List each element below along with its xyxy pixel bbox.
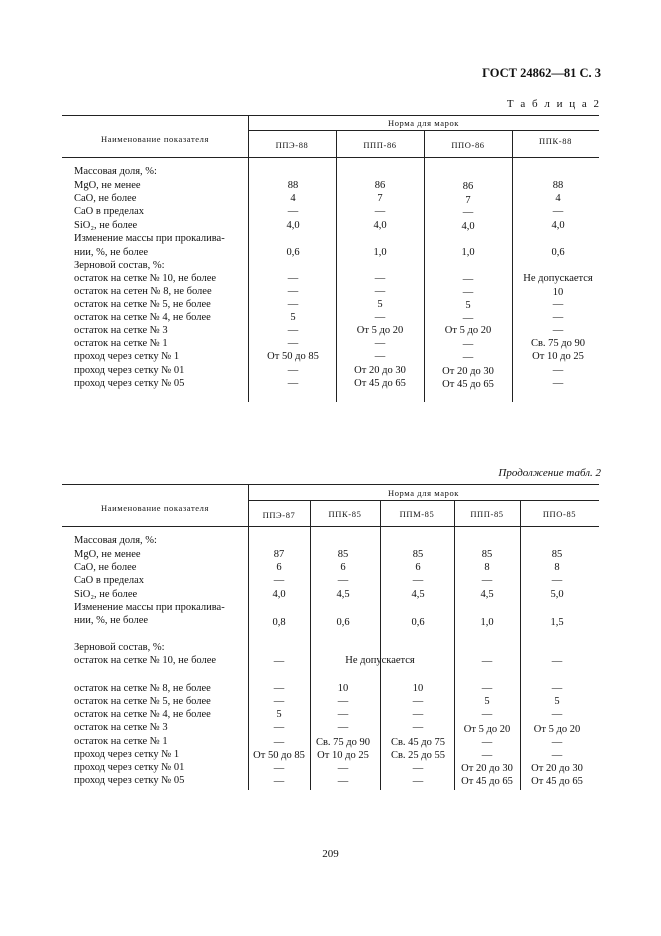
table-cell: — — [273, 696, 285, 707]
table-cell: 0,6 — [551, 247, 565, 258]
row-label: остаток на сетке № 10, не более — [74, 655, 217, 666]
page-number: 209 — [322, 848, 339, 860]
table-cell: От 20 до 30 — [531, 763, 583, 774]
table-cell: 4,0 — [373, 220, 387, 231]
row-label: проход через сетку № 1 — [74, 351, 180, 362]
table-cell: От 5 до 20 — [463, 724, 511, 735]
table-cell: 85 — [337, 549, 349, 560]
table-1-col-head: ППО-86 — [451, 140, 485, 150]
table-1-col-head: ППК-88 — [539, 136, 572, 146]
table-cell: 4 — [290, 193, 296, 204]
table-cell: — — [273, 776, 285, 787]
table-cell: — — [412, 696, 424, 707]
table-2-name-divider — [248, 484, 249, 790]
table-cell: 85 — [551, 549, 563, 560]
table-cell: Не допускается — [523, 273, 593, 284]
table-cell: — — [287, 365, 299, 376]
table-cell: — — [551, 656, 563, 667]
table-cell: — — [481, 656, 493, 667]
table-1-head-norm: Норма для марок — [387, 118, 460, 128]
table-cell: — — [273, 722, 285, 733]
table-cell: — — [374, 351, 386, 362]
table-1-col-divider — [424, 130, 425, 402]
table-cell: 5 — [290, 312, 296, 323]
table-cell: От 45 до 65 — [442, 379, 494, 390]
row-label: остаток на сетке № 5, не более — [74, 299, 211, 310]
table-cell: — — [481, 683, 493, 694]
table-cell: — — [462, 313, 474, 324]
table-cell: — — [551, 750, 563, 761]
row-label: СаО в пределах — [74, 575, 144, 586]
table-cell: — — [552, 365, 564, 376]
table-cell: — — [412, 722, 424, 733]
table-2-col-divider — [454, 500, 455, 790]
table-cell: От 10 до 25 — [532, 351, 584, 362]
table-2-col-divider — [380, 500, 381, 790]
row-label: Массовая доля, %: — [74, 535, 157, 546]
row-label: нии, %, не более — [74, 247, 149, 258]
table-cell: — — [462, 207, 474, 218]
table-cell: — — [481, 709, 493, 720]
table-cell: Св. 75 до 90 — [530, 338, 586, 349]
row-label: остаток на сетке № 1 — [74, 736, 168, 747]
table-cell: 4,5 — [411, 589, 425, 600]
table-cell: 0,6 — [411, 617, 425, 628]
table-cell: — — [552, 312, 564, 323]
row-label: СаО, не более — [74, 193, 137, 204]
table-cell: — — [552, 378, 564, 389]
table-cell: — — [551, 683, 563, 694]
table-cell: 4,0 — [272, 589, 286, 600]
table-cell: 88 — [552, 180, 564, 191]
table-cell: От 10 до 25 — [317, 750, 369, 761]
table-cell: 10 — [337, 683, 349, 694]
table-cell: 5 — [377, 299, 383, 310]
table-cell: — — [273, 575, 285, 586]
table-cell: 1,0 — [373, 247, 387, 258]
table-cell: 0,6 — [286, 247, 300, 258]
table-cell: — — [412, 575, 424, 586]
row-label: SiO₂, не более — [74, 220, 138, 231]
table-1-col-head: ППЭ-88 — [275, 140, 309, 150]
row-label: остаток на сетен № 8, не более — [74, 286, 212, 297]
table-1-col-divider — [512, 130, 513, 402]
table-1-name-divider — [248, 115, 249, 402]
table-2-norm-rule — [248, 500, 599, 501]
table-cell: — — [462, 274, 474, 285]
row-label: СаО в пределах — [74, 206, 144, 217]
table-cell: — — [374, 338, 386, 349]
table-cell: 87 — [273, 549, 285, 560]
row-label: остаток на сетке № 10, не более — [74, 273, 217, 284]
table-cell: — — [552, 206, 564, 217]
table-cell: — — [273, 737, 285, 748]
table-cell: 6 — [276, 562, 282, 573]
table-cell: — — [337, 696, 349, 707]
table-cell: От 20 до 30 — [442, 366, 494, 377]
table-cell: 4 — [555, 193, 561, 204]
table-cell: 8 — [484, 562, 490, 573]
merged-cell: Не допускается — [345, 655, 415, 666]
table-2-label: Продолжение табл. 2 — [498, 467, 601, 479]
table-cell: — — [337, 776, 349, 787]
table-cell: — — [374, 312, 386, 323]
table-cell: От 50 до 85 — [253, 750, 305, 761]
table-cell: 5 — [276, 709, 282, 720]
row-label: проход через сетку № 1 — [74, 749, 180, 760]
table-cell: — — [481, 575, 493, 586]
table-cell: — — [462, 287, 474, 298]
table-1-col-divider — [336, 130, 337, 402]
table-cell: — — [552, 325, 564, 336]
table-cell: 86 — [462, 181, 474, 192]
row-label: проход через сетку № 01 — [74, 365, 185, 376]
table-cell: От 5 до 20 — [533, 724, 581, 735]
table-cell: — — [273, 683, 285, 694]
row-label: остаток на сетке № 4, не более — [74, 312, 211, 323]
table-cell: — — [374, 206, 386, 217]
table-cell: — — [551, 737, 563, 748]
table-cell: — — [287, 338, 299, 349]
row-label: Массовая доля, %: — [74, 166, 157, 177]
table-cell: 5 — [484, 696, 490, 707]
table-cell: От 50 до 85 — [267, 351, 319, 362]
table-2-col-head: ППО-85 — [542, 509, 577, 519]
table-cell: — — [551, 709, 563, 720]
row-label: Зерновой состав, %: — [74, 260, 165, 271]
table-2-col-head: ППП-85 — [470, 509, 504, 519]
table-cell: — — [337, 575, 349, 586]
table-cell: — — [287, 206, 299, 217]
table-cell: 85 — [412, 549, 424, 560]
row-label: остаток на сетке № 4, не более — [74, 709, 211, 720]
table-cell: 4,0 — [461, 221, 475, 232]
row-label: Зерновой состав, %: — [74, 642, 165, 653]
table-cell: От 20 до 30 — [461, 763, 513, 774]
table-2-col-divider — [520, 500, 521, 790]
table-cell: Св. 25 до 55 — [390, 750, 446, 761]
table-cell: — — [462, 352, 474, 363]
table-cell: 4,5 — [336, 589, 350, 600]
table-cell: — — [273, 763, 285, 774]
row-label: SiO₂, не более — [74, 589, 138, 600]
row-label: Изменение массы при прокалива- — [74, 233, 225, 244]
table-2-col-head: ППЭ-87 — [262, 510, 296, 520]
table-cell: 5 — [554, 696, 560, 707]
table-2-head-norm: Норма для марок — [387, 488, 460, 498]
table-cell: 8 — [554, 562, 560, 573]
table-cell: Св. 45 до 75 — [390, 737, 446, 748]
table-cell: — — [287, 286, 299, 297]
table-1-head-name: Наименование показателя — [100, 134, 209, 144]
table-cell: — — [552, 299, 564, 310]
table-cell: От 5 до 20 — [444, 325, 492, 336]
table-1-col-head: ППП-86 — [363, 140, 397, 150]
table-cell: — — [374, 286, 386, 297]
table-cell: — — [287, 299, 299, 310]
table-cell: 10 — [552, 287, 564, 298]
table-cell: — — [374, 273, 386, 284]
table-2-col-head: ППМ-85 — [399, 509, 435, 519]
row-label: MgO, не менее — [74, 180, 141, 191]
row-label: остаток на сетке № 8, не более — [74, 683, 211, 694]
table-cell: 4,0 — [286, 220, 300, 231]
table-cell: — — [412, 709, 424, 720]
table-cell: 1,0 — [480, 617, 494, 628]
row-label: остаток на сетке № 1 — [74, 338, 168, 349]
row-label: проход через сетку № 01 — [74, 762, 185, 773]
table-2-col-head: ППК-85 — [328, 509, 362, 519]
row-label: проход через сетку № 05 — [74, 775, 185, 786]
table-cell: — — [412, 763, 424, 774]
row-label: остаток на сетке № 3 — [74, 722, 168, 733]
table-2-head-name: Наименование показателя — [100, 503, 209, 513]
table-cell: — — [337, 722, 349, 733]
table-cell: От 45 до 65 — [531, 776, 583, 787]
table-cell: Св. 75 до 90 — [315, 737, 371, 748]
table-cell: 86 — [374, 180, 386, 191]
table-cell: 7 — [377, 193, 383, 204]
table-cell: — — [337, 709, 349, 720]
table-cell: 7 — [465, 195, 471, 206]
table-cell: — — [481, 737, 493, 748]
row-label: СаО, не более — [74, 562, 137, 573]
table-1-label: Т а б л и ц а 2 — [506, 98, 601, 110]
table-cell: — — [287, 325, 299, 336]
table-cell: — — [273, 656, 285, 667]
table-cell: 6 — [415, 562, 421, 573]
table-cell: — — [412, 776, 424, 787]
table-cell: — — [462, 339, 474, 350]
document-header: ГОСТ 24862—81 С. 3 — [482, 66, 601, 80]
table-cell: — — [337, 763, 349, 774]
table-cell: 1,5 — [550, 617, 564, 628]
table-cell: 85 — [481, 549, 493, 560]
table-2-col-divider — [310, 500, 311, 790]
table-cell: 1,0 — [461, 247, 475, 258]
table-cell: От 45 до 65 — [461, 776, 513, 787]
table-cell: 4,5 — [480, 589, 494, 600]
table-cell: 6 — [340, 562, 346, 573]
table-cell: 5 — [465, 300, 471, 311]
table-cell: 0,8 — [272, 617, 286, 628]
table-cell: 5,0 — [550, 589, 564, 600]
row-label: Изменение массы при прокалива- — [74, 602, 225, 613]
row-label: остаток на сетке № 5, не более — [74, 696, 211, 707]
table-cell: От 45 до 65 — [354, 378, 406, 389]
table-1-head-rule — [62, 157, 599, 158]
row-label: проход через сетку № 05 — [74, 378, 185, 389]
table-2-top-rule — [62, 484, 599, 485]
table-cell: — — [287, 273, 299, 284]
table-cell: 10 — [412, 683, 424, 694]
table-cell: — — [481, 750, 493, 761]
table-cell: 88 — [287, 180, 299, 191]
table-cell: — — [551, 575, 563, 586]
table-2-head-rule — [62, 526, 599, 527]
table-1-top-rule — [62, 115, 599, 116]
table-cell: — — [287, 378, 299, 389]
table-cell: 0,6 — [336, 617, 350, 628]
row-label: MgO, не менее — [74, 549, 141, 560]
table-cell: От 20 до 30 — [354, 365, 406, 376]
table-cell: 4,0 — [551, 220, 565, 231]
row-label: нии, %, не более — [74, 615, 149, 626]
row-label: остаток на сетке № 3 — [74, 325, 168, 336]
table-cell: От 5 до 20 — [356, 325, 404, 336]
